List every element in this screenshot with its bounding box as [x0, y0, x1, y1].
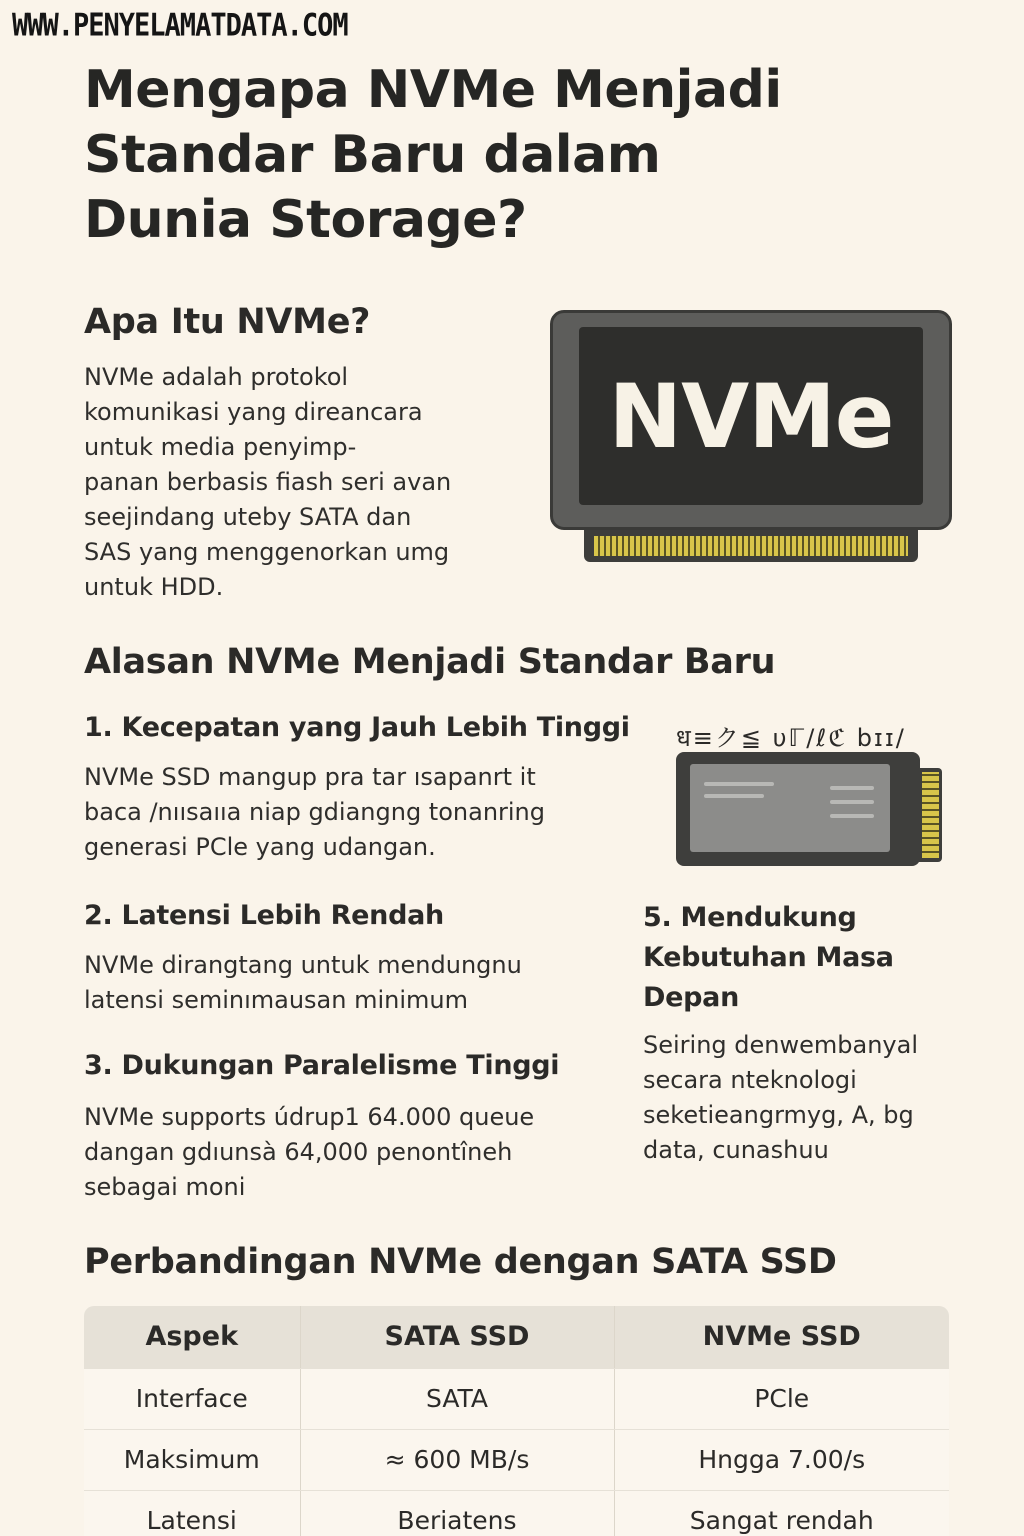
- table-cell: Hngga 7.00/s: [614, 1429, 949, 1490]
- reason-title: 3. Dukungan Paralelisme Tinggi: [84, 1050, 560, 1081]
- column-header: SATA SSD: [300, 1306, 614, 1368]
- ssd-label-line: [830, 814, 874, 818]
- reason-title: 2. Latensi Lebih Rendah: [84, 900, 444, 931]
- reason-text: NVMe dirangtang untuk mendungnu latensi seminımausan minimum: [84, 951, 522, 1014]
- ssd-label-line: [704, 794, 764, 798]
- nvme-card-illustration: [550, 310, 952, 530]
- page-title: Mengapa NVMe Menjadi Standar Baru dalam Dunia Storage?: [84, 60, 782, 250]
- ssd-drive-illustration: [676, 752, 920, 866]
- connector-pins: [594, 536, 908, 556]
- table-cell: ≈ 600 MB/s: [300, 1429, 614, 1490]
- ssd-label-line: [830, 786, 874, 790]
- nvme-card-face: [579, 327, 923, 505]
- reason-title: 5. Mendukung Kebutuhan Masa Depan: [643, 902, 894, 1013]
- table-cell: Maksimum: [84, 1429, 300, 1490]
- reasons-heading: Alasan NVMe Menjadi Standar Baru: [84, 642, 776, 682]
- comparison-table: [84, 1306, 949, 1536]
- reason-text: NVMe SSD mangup pra tar ısapanrt it baca /nıısaııa niap gdiangng tonanring generasi PCle yang udangan.: [84, 763, 546, 861]
- table-cell: Sangat rendah: [614, 1490, 949, 1536]
- nvme-card-connector: [584, 530, 918, 562]
- reason-title: 1. Kecepatan yang Jauh Lebih Tinggi: [84, 712, 630, 743]
- table-cell: Latensi: [84, 1490, 300, 1536]
- table-cell: SATA: [300, 1368, 614, 1429]
- ssd-label-line: [830, 800, 874, 804]
- nvme-card-label: NVMe: [608, 364, 894, 468]
- table-row: [84, 1490, 949, 1536]
- ssd-label-line: [704, 782, 774, 786]
- intro-text: NVMe adalah protokol komunikasi yang direancara untuk media penyimp- panan berbasis fiash seri avan seejindang uteby SATA dan SAS yang menggenorkan umg untuk HDD.: [84, 363, 452, 601]
- site-url: WWW.PENYELAMATDATA.COM: [12, 8, 348, 44]
- reason-text: Seiring denwembanyal secara nteknologi seketieangrmyg, A, bg data, cunashuu: [643, 1031, 918, 1164]
- intro-heading: Apa Itu NVMe?: [84, 302, 371, 342]
- comparison-heading: Perbandingan NVMe dengan SATA SSD: [84, 1242, 837, 1282]
- ssd-connector: [918, 768, 942, 862]
- ssd-label: [690, 764, 890, 852]
- reason-text: NVMe supports údrup1 64.000 queue dangan gdıunsà 64,000 penontîneh sebagai moni: [84, 1103, 535, 1201]
- table-header-row: [84, 1306, 949, 1368]
- column-header: NVMe SSD: [614, 1306, 949, 1368]
- ssd-caption: ध≡ク≦ υℾ∕ℓℭ bɪɪ/: [676, 724, 906, 752]
- table-row: [84, 1368, 949, 1429]
- table-cell: Interface: [84, 1368, 300, 1429]
- table-cell: PCle: [614, 1368, 949, 1429]
- column-header: Aspek: [84, 1306, 300, 1368]
- table-row: [84, 1429, 949, 1490]
- table-cell: Beriatens: [300, 1490, 614, 1536]
- connector-pins: [922, 772, 939, 858]
